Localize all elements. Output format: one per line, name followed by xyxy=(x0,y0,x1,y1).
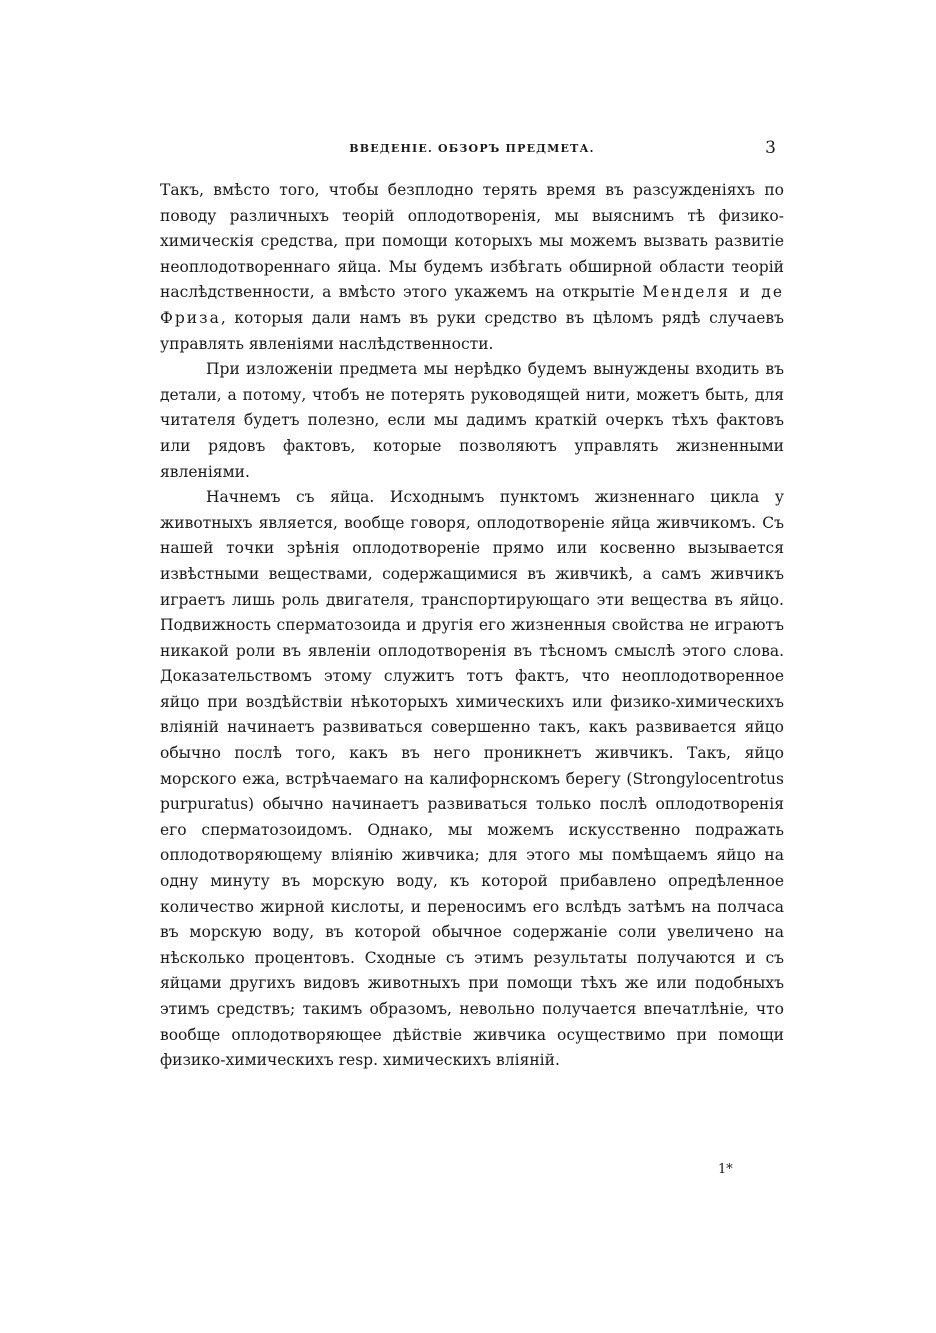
running-title: ВВЕДЕНІЕ. ОБЗОРЪ ПРЕДМЕТА. xyxy=(349,142,595,155)
page-number: 3 xyxy=(765,138,776,158)
running-head xyxy=(160,138,784,166)
paragraph-1 xyxy=(160,178,784,357)
paragraph-3: Начнемъ съ яйца. Исходнымъ пунктомъ жизненнаго цикла у животныхъ является, вообще говоря, оплодотвореніе яйца живчикомъ. Съ нашей точки зрѣнія оплодотвореніе прямо или косвенно вызывается извѣстными веществами, содержащимися въ живчикѣ, а самъ живчикъ играетъ лишь роль двигателя, транспортирующаго эти вещества въ яйцо. Подвижность сперматозоида и другія его жизненныя свойства не играютъ никакой роли въ явленіи оплодотворенія въ тѣсномъ смыслѣ этого слова. Доказательствомъ этому служитъ тотъ фактъ, что неоплодотворенное яйцо при воздѣйствіи нѣкоторыхъ химическихъ или физико-химическихъ вліяній начинаетъ развиваться совершенно такъ, какъ развивается яйцо обычно послѣ того, какъ въ него проникнетъ живчикъ. Такъ, яйцо морского ежа, встрѣчаемаго на калифорнскомъ берегу (Strongylocentrotus purpuratus) обычно начинаетъ развиваться только послѣ оплодотворенія его сперматозоидомъ. Однако, мы можемъ искусственно подражать оплодотворяющему вліянію живчика; для этого мы помѣщаемъ яйцо на одну минуту въ морскую воду, къ которой прибавлено опредѣленное количество жирной кислоты, и переносимъ его вслѣдъ затѣмъ на полчаса въ морскую воду, въ которой обычное содержаніе соли увеличено на нѣсколько процентовъ. Сходные съ этимъ результаты получаются и съ яйцами другихъ видовъ животныхъ при помощи тѣхъ же или подобныхъ этимъ средствъ; такимъ образомъ, невольно получается впечатлѣніе, что вообще оплодотворяющее дѣйствіе живчика осуществимо при помощи физико-химическихъ resp. химическихъ вліяній. xyxy=(160,488,784,1070)
printer-signature: 1* xyxy=(718,1162,733,1177)
paragraph-1-text-b: , которыя дали намъ въ руки средство въ цѣломъ рядѣ случаевъ управлять явленіями наслѣдственности. xyxy=(160,308,784,353)
body-text xyxy=(160,178,784,1074)
names-mendel-de-vries: Менделя и де Фриза xyxy=(160,283,784,327)
paragraph-2: При изложеніи предмета мы нерѣдко будемъ вынуждены входить въ детали, а потому, чтобъ не потерять руководящей нити, можетъ быть, для читателя будетъ полезно, если мы дадимъ краткій очеркъ тѣхъ фактовъ или рядовъ фактовъ, которые позволяютъ управлять жизненными явленіями. xyxy=(160,360,784,481)
paragraph-1-text-a: Такъ, вмѣсто того, чтобы безплодно терять время въ разсужденіяхъ по поводу различныхъ теорій оплодотворенія, мы выяснимъ тѣ физико-химическія средства, при помощи которыхъ мы можемъ вызвать развитіе неоплодотвореннаго яйца. Мы будемъ избѣгать обширной области теорій наслѣдственности, а вмѣсто этого укажемъ на открытіе xyxy=(160,181,784,302)
